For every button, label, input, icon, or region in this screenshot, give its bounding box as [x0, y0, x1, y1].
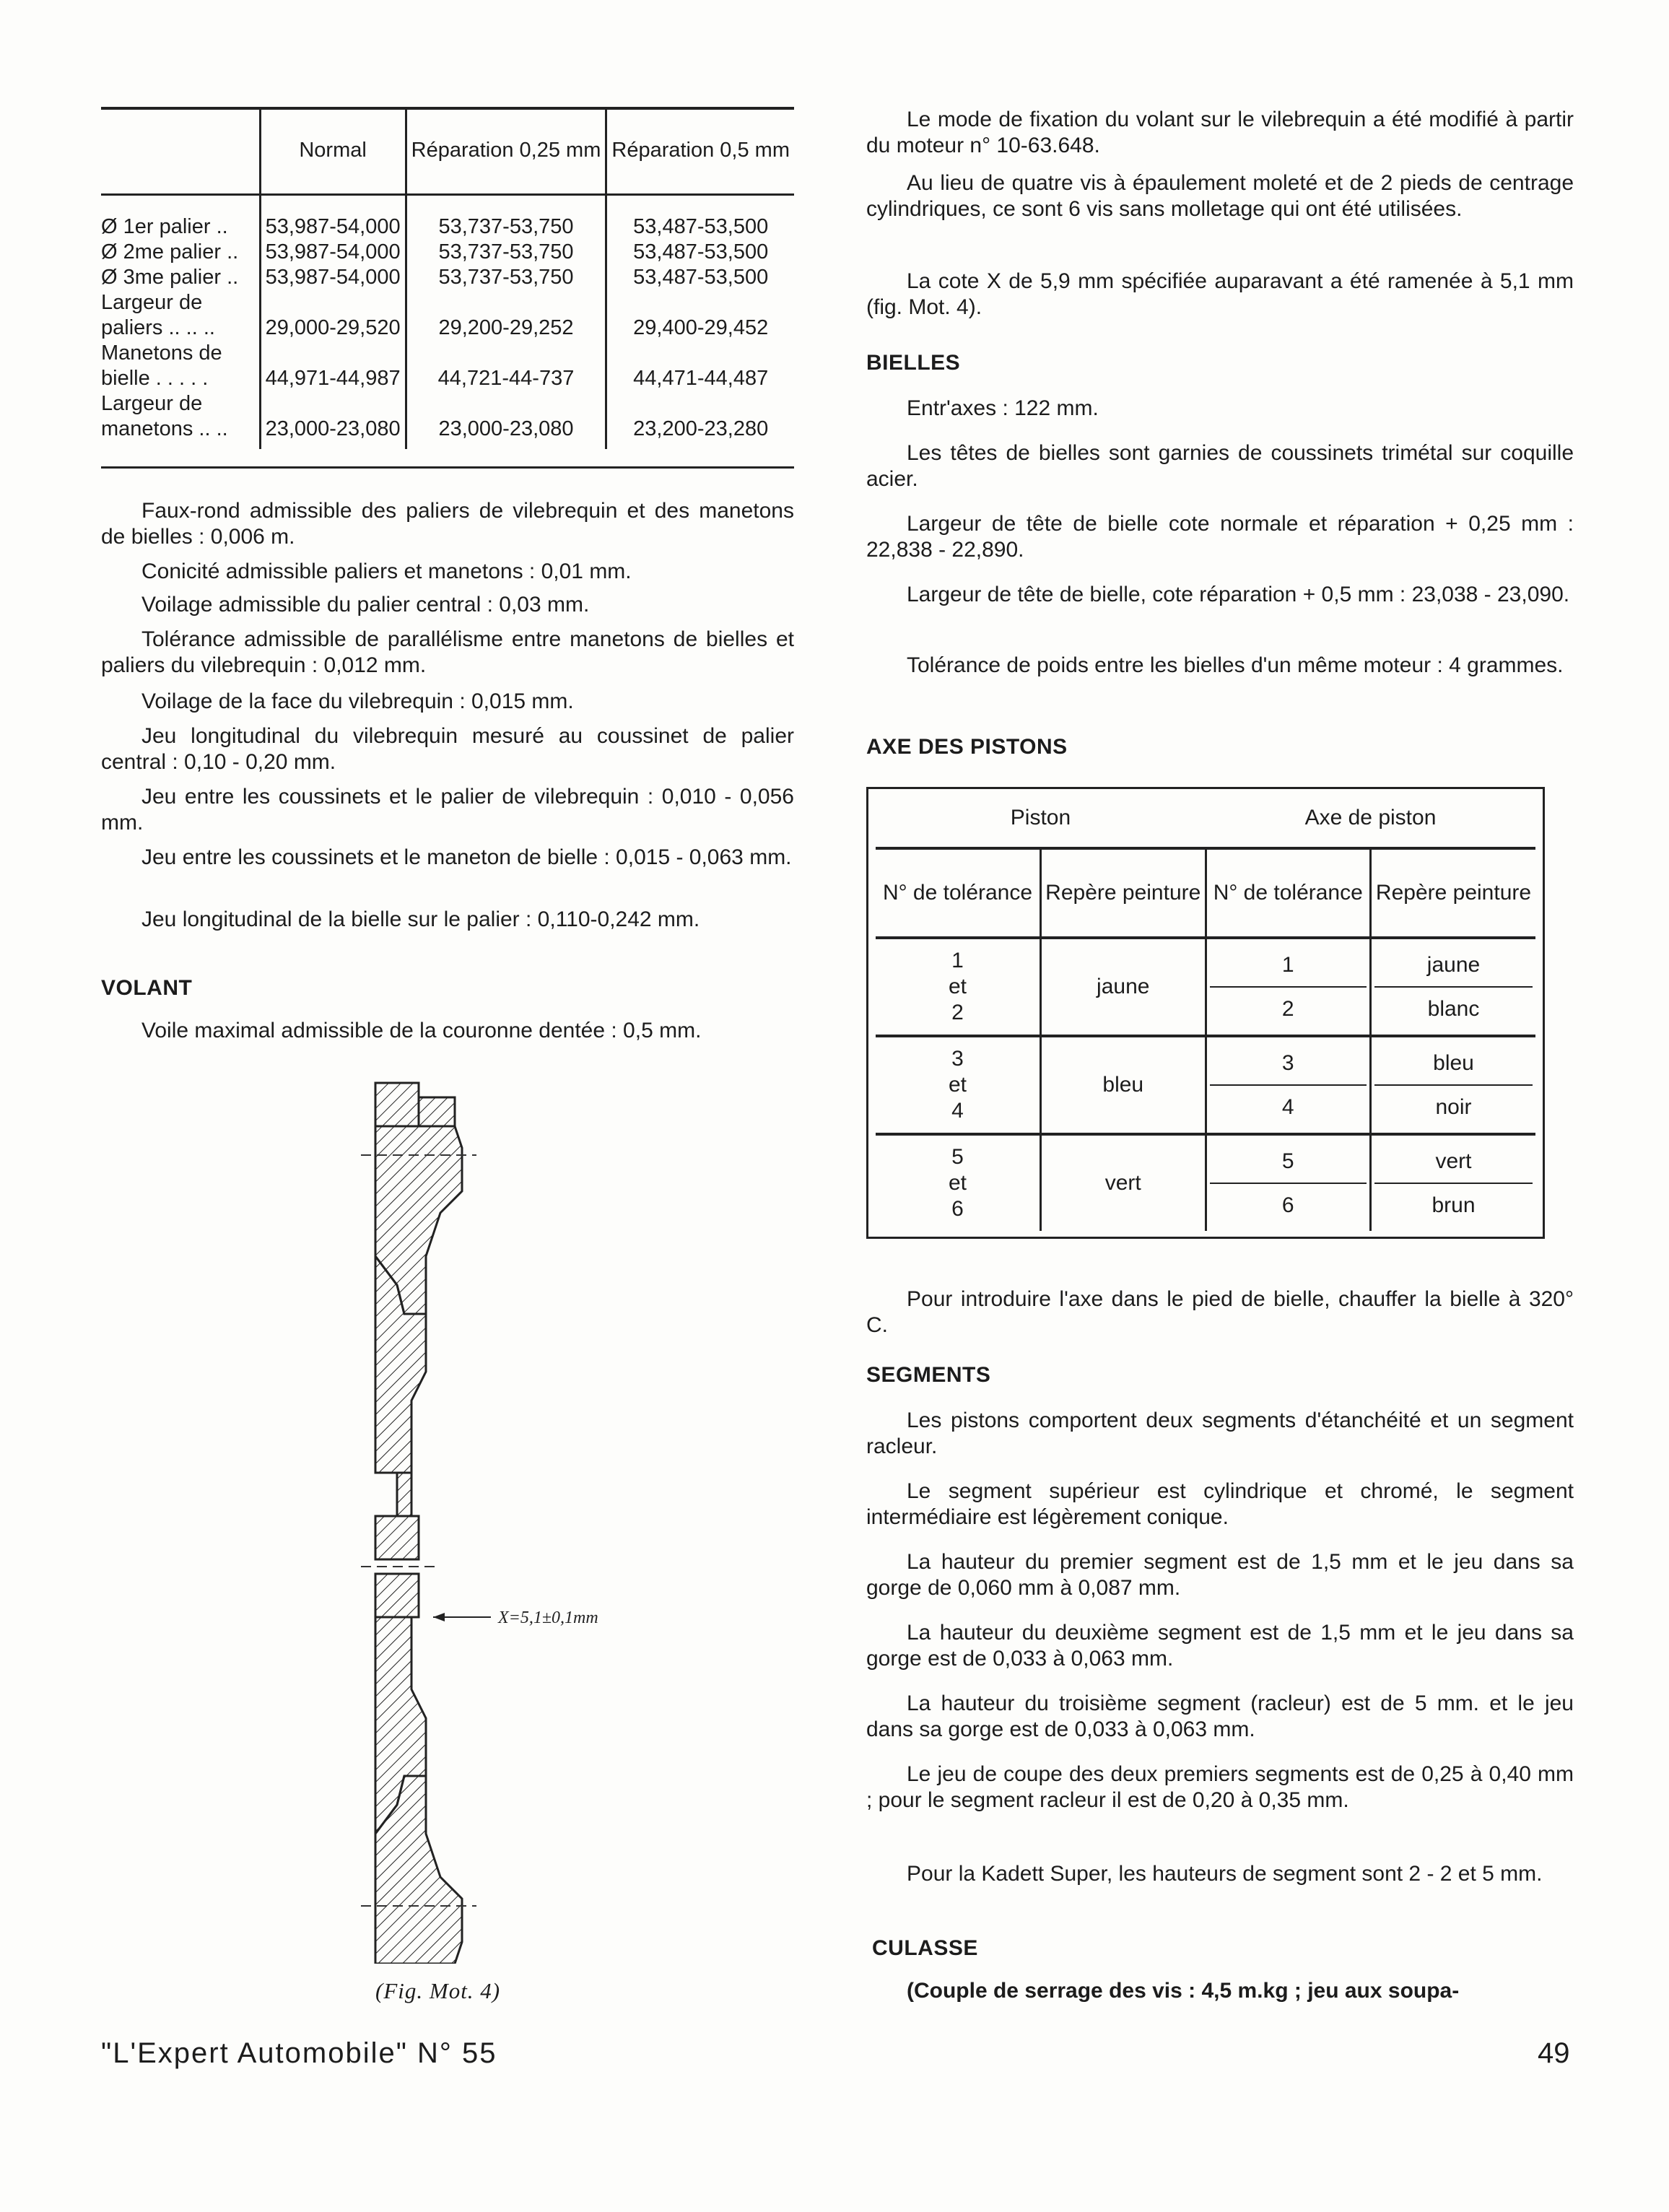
section-heading-volant: VOLANT [101, 976, 193, 1000]
row-label: Ø 2me palier .. [101, 240, 239, 264]
table-row [101, 195, 794, 240]
table-bottom-rule [101, 466, 794, 469]
cell-value: 53,987-54,000 [260, 240, 406, 265]
paragraph: Jeu longitudinal du vilebrequin mesuré au coussinet de palier central : 0,10 - 0,20 mm. [101, 724, 794, 774]
cell-value: 44,971-44,987 [260, 341, 406, 391]
paragraph: Faux-rond admissible des paliers de vilebrequin et des manetons de bielles : 0,006 m. [101, 499, 794, 549]
row-label: Manetons de bielle . . . . . [101, 341, 222, 390]
page-number: 49 [1538, 2037, 1570, 2069]
col-header-no-tolerance: N° de tolérance [876, 848, 1041, 938]
paragraph: Largeur de tête de bielle, cote réparation + 0,5 mm : 23,038 - 23,090. [907, 583, 1570, 606]
row-label: Largeur de manetons .. .. [101, 392, 228, 440]
cell-value: 53,487-53,500 [606, 195, 794, 240]
piston-color-cell: vert [1041, 1134, 1206, 1231]
dimension-marker [433, 1613, 491, 1621]
publication-title: "L'Expert Automobile" N° 55 [101, 2037, 497, 2069]
col-header-normal: Normal [260, 107, 406, 195]
cell-value: 53,737-53,750 [406, 240, 606, 265]
cell-value: 23,000-23,080 [406, 391, 606, 449]
axe-color-cell: bleu noir [1371, 1036, 1536, 1134]
paragraph: Voile maximal admissible de la couronne dentée : 0,5 mm. [141, 1019, 702, 1042]
paragraph: Le mode de fixation du volant sur le vilebrequin a été modifié à partir du moteur n° 10-63.648. [866, 108, 1574, 157]
cell-value: 23,200-23,280 [606, 391, 794, 449]
figure-caption: (Fig. Mot. 4) [375, 1978, 501, 2003]
piston-no-cell: 3 et 4 [876, 1036, 1041, 1134]
table-row [101, 341, 794, 391]
col-header-repere: Repère peinture [1371, 848, 1536, 938]
paragraph: Voilage de la face du vilebrequin : 0,015 mm. [141, 689, 574, 713]
piston-tolerance-table-frame [866, 787, 1545, 1239]
piston-color-cell: bleu [1041, 1036, 1206, 1134]
table-row [876, 1134, 1535, 1231]
section-heading-segments: SEGMENTS [866, 1363, 991, 1387]
cell-value: 53,737-53,750 [406, 195, 606, 240]
paragraph: Pour la Kadett Super, les hauteurs de segment sont 2 - 2 et 5 mm. [907, 1862, 1543, 1886]
piston-no-cell: 1 et 2 [876, 938, 1041, 1036]
table-group-row [876, 789, 1535, 848]
axe-color-cell: vert brun [1371, 1134, 1536, 1231]
paragraph: Tolérance admissible de parallélisme entre manetons de bielles et paliers du vilebrequin : 0,012 mm. [101, 627, 794, 677]
cell-value: 53,987-54,000 [260, 265, 406, 290]
table-row [101, 290, 794, 341]
table-header-row [876, 848, 1535, 938]
group-header-axe: Axe de piston [1206, 789, 1535, 848]
row-label: Ø 3me palier .. [101, 266, 239, 289]
paragraph: Pour introduire l'axe dans le pied de bielle, chauffer la bielle à 320° C. [866, 1287, 1574, 1337]
cell-value: 29,400-29,452 [606, 290, 794, 341]
paragraph: La hauteur du deuxième segment est de 1,5 mm et le jeu dans sa gorge est de 0,033 à 0,063 mm. [866, 1621, 1574, 1671]
paragraph: Les pistons comportent deux segments d'étanchéité et un segment racleur. [866, 1408, 1574, 1458]
paragraph: Conicité admissible paliers et manetons : 0,01 mm. [141, 559, 632, 583]
table-header-row [101, 107, 794, 195]
crankshaft-dimensions-table [101, 107, 794, 449]
cell-value: 29,200-29,252 [406, 290, 606, 341]
paragraph: Les têtes de bielles sont garnies de coussinets trimétal sur coquille acier. [866, 441, 1574, 491]
cell-value: 53,737-53,750 [406, 265, 606, 290]
row-label: Largeur de paliers .. .. .. [101, 291, 215, 339]
group-header-piston: Piston [876, 789, 1206, 848]
paragraph: Jeu entre les coussinets et le palier de vilebrequin : 0,010 - 0,056 mm. [101, 785, 794, 835]
paragraph: La hauteur du troisième segment (racleur) est de 5 mm. et le jeu dans sa gorge est de 0,033 à 0,063 mm. [866, 1691, 1574, 1741]
dimension-label: X=5,1±0,1mm [498, 1608, 598, 1627]
cell-value: 29,000-29,520 [260, 290, 406, 341]
paragraph: Au lieu de quatre vis à épaulement moleté et de 2 pieds de centrage cylindriques, ce sont 6 vis sans molletage qui ont été utilisées. [866, 171, 1574, 221]
paragraph: Largeur de tête de bielle cote normale et réparation + 0,25 mm : 22,838 - 22,890. [866, 512, 1574, 562]
col-header-repair-025: Réparation 0,25 mm [406, 107, 606, 195]
paragraph: La hauteur du premier segment est de 1,5 mm et le jeu dans sa gorge de 0,060 mm à 0,087 mm. [866, 1550, 1574, 1600]
piston-no-cell: 5 et 6 [948, 1145, 967, 1221]
col-header-repere: Repère peinture [1041, 848, 1206, 938]
col-header-no-tolerance: N° de tolérance [1206, 848, 1371, 938]
flywheel-profile [375, 1083, 462, 1964]
section-heading-axe-des-pistons: AXE DES PISTONS [866, 735, 1068, 759]
axe-color-cell: jaune blanc [1371, 938, 1536, 1036]
paragraph: Tolérance de poids entre les bielles d'un même moteur : 4 grammes. [907, 653, 1564, 677]
cell-value: 23,000-23,080 [260, 391, 406, 449]
axe-no-cell: 1 2 [1206, 938, 1371, 1036]
col-header-repair-05: Réparation 0,5 mm [606, 107, 794, 195]
cell-value: 44,721-44-737 [406, 341, 606, 391]
table-row [101, 391, 794, 449]
paragraph: Le jeu de coupe des deux premiers segments est de 0,25 à 0,40 mm ; pour le segment racleur il est de 0,20 à 0,35 mm. [866, 1762, 1574, 1812]
paragraph: Entr'axes : 122 mm. [907, 396, 1099, 420]
cell-value: 53,487-53,500 [606, 240, 794, 265]
table-row [876, 1036, 1535, 1134]
table-row [101, 240, 794, 265]
cell-value: 53,487-53,500 [606, 265, 794, 290]
piston-tolerance-table [876, 789, 1535, 1231]
paragraph: La cote X de 5,9 mm spécifiée auparavant a été ramenée à 5,1 mm (fig. Mot. 4). [866, 269, 1574, 319]
paragraph: Voilage admissible du palier central : 0,03 mm. [141, 593, 590, 617]
axe-no-cell: 5 6 [1206, 1134, 1371, 1231]
paragraph: Le segment supérieur est cylindrique et chromé, le segment intermédiaire est légèrement conique. [866, 1479, 1574, 1529]
section-heading-bielles: BIELLES [866, 351, 961, 375]
paragraph: Jeu entre les coussinets et le maneton de bielle : 0,015 - 0,063 mm. [141, 845, 792, 869]
section-heading-culasse: CULASSE [872, 1936, 978, 1960]
table-row [876, 938, 1535, 1036]
flywheel-section-drawing [354, 1068, 729, 1964]
paragraph: Jeu longitudinal de la bielle sur le palier : 0,110-0,242 mm. [141, 907, 700, 931]
paragraph: (Couple de serrage des vis : 4,5 m.kg ; jeu aux soupa- [907, 1979, 1460, 2003]
row-label: Ø 1er palier .. [101, 215, 228, 238]
table-row [101, 265, 794, 290]
cell-value: 44,471-44,487 [606, 341, 794, 391]
axe-no-cell: 3 4 [1206, 1036, 1371, 1134]
piston-color-cell: jaune [1041, 938, 1206, 1036]
cell-value: 53,987-54,000 [260, 195, 406, 240]
